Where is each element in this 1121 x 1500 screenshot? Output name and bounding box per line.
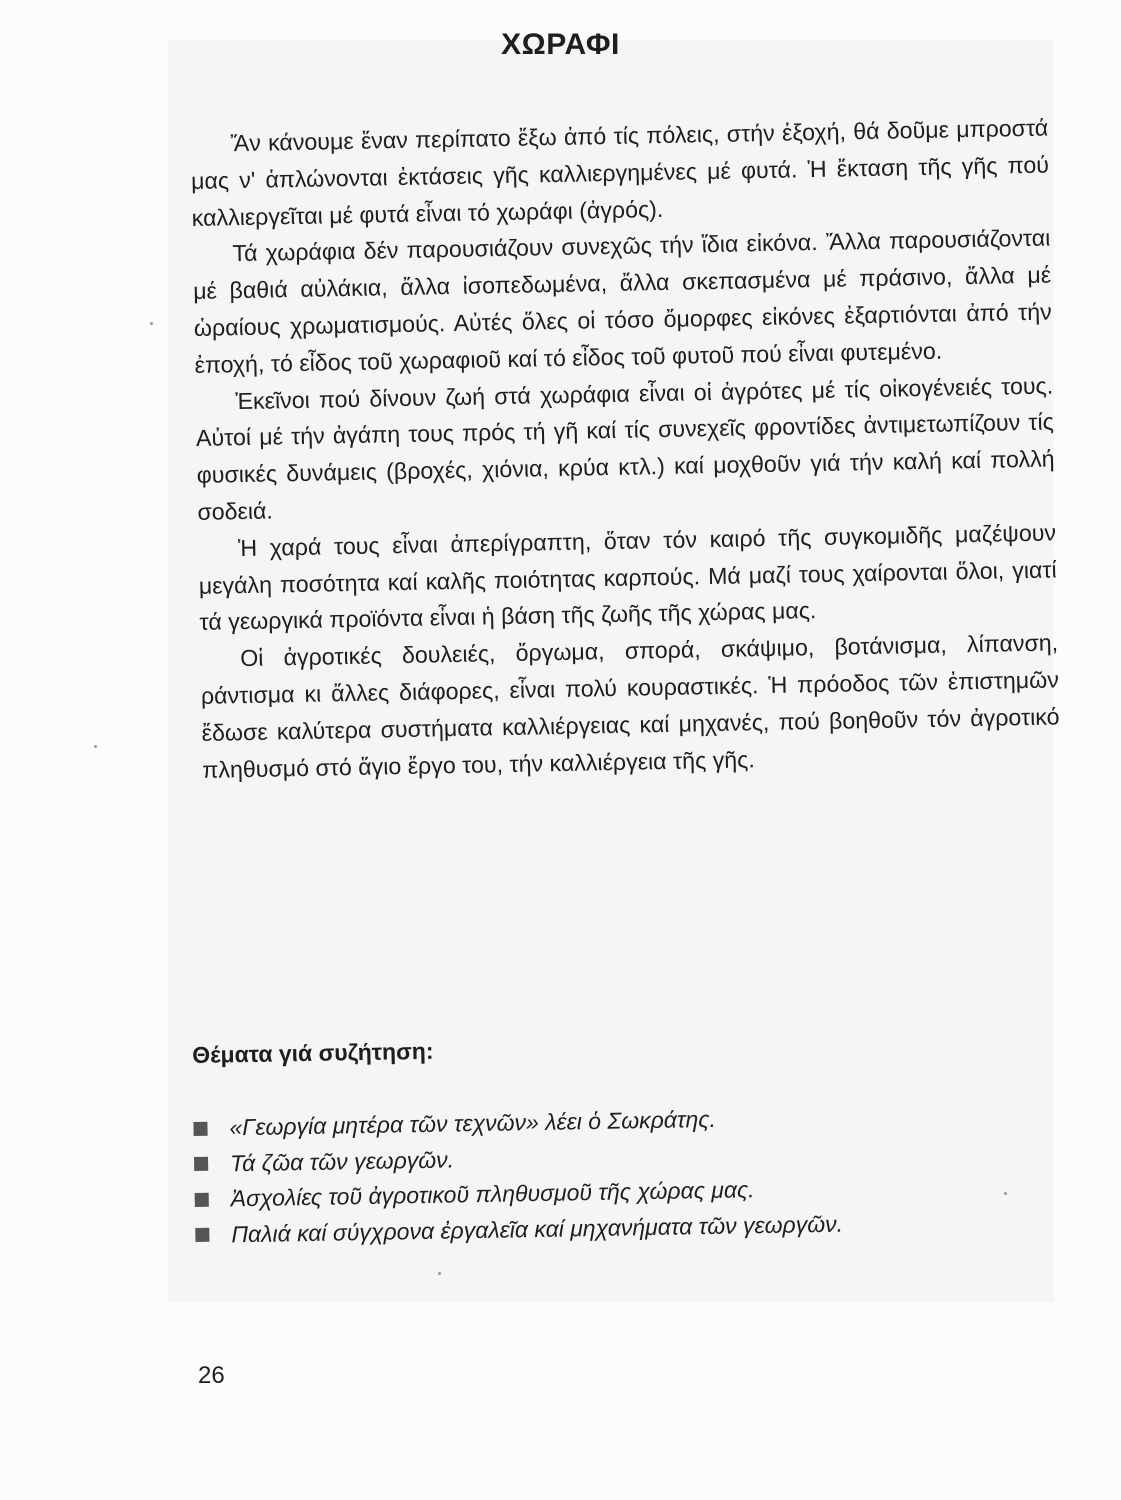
paragraph: Ἡ χαρά τους εἶναι ἀπερίγραπτη, ὅταν τόν καιρό τῆς συγκομιδῆς μαζέψουν μεγάλη ποσότητα καί καλῆς ποιότητας καρπούς. Μά μαζί τους χαίρονται ὅλοι, γιατί τά γεωργικά προϊόντα εἶναι ἡ βάση τῆς ζωῆς τῆς χώρας μας.	[198, 519, 1057, 636]
discussion-section	[192, 1027, 1056, 1253]
paragraph: Ἐκεῖνοι πού δίνουν ζωή στά χωράφια εἶναι οἱ ἀγρότες μέ τίς οἰκογένειές τους. Αὐτοί μέ τήν ἀγάπη τους πρός τή γῆ καί τίς συνεχεῖς φροντίδες ἀντιμετωπίζουν τίς φυσικές δυνάμεις (βροχές, χιόνια, κρύα κτλ.) καί μοχθοῦν γιά τήν καλή καί πολλή σοδειά.	[195, 372, 1055, 525]
topic-text: Ἀσχολίες τοῦ ἀγροτικοῦ πληθυσμοῦ τῆς χώρας μας.	[230, 1176, 755, 1212]
page-title: ΧΩΡΑΦΙ	[501, 28, 620, 61]
square-bullet-icon	[193, 1121, 207, 1135]
discussion-topics	[193, 1096, 1055, 1253]
scan-speck	[1004, 1192, 1007, 1195]
paragraph: Τά χωράφια δέν παρουσιάζουν συνεχῶς τήν ἴδια εἰκόνα. Ἄλλα παρουσιάζονται μέ βαθιά αὐλάκια, ἄλλα ἰσοπεδωμένα, ἄλλα σκεπασμένα μέ πράσινο, ἄλλα μέ ὡραίους χρωματισμούς. Αὐτές ὅλες οἱ τόσο ὄμορφες εἰκόνες ἐξαρτιόνται ἀπό τήν ἐποχή, τό εἶδος τοῦ χωραφιοῦ καί τό εἶδος τοῦ φυτοῦ πού εἶναι φυτεμένο.	[192, 224, 1052, 378]
topic-text: «Γεωργία μητέρα τῶν τεχνῶν» λέει ὁ Σωκράτης.	[229, 1105, 717, 1141]
square-bullet-icon	[195, 1192, 209, 1206]
square-bullet-icon	[195, 1228, 209, 1242]
scan-speck	[94, 745, 97, 748]
paragraph: Ἄν κάνουμε ἕναν περίπατο ἔξω ἀπό τίς πόλεις, στήν ἐξοχή, θά δοῦμε μπροστά μας ν' ἁπλώνονται ἐκτάσεις γῆς καλλιεργημένες μέ φυτά. Ἡ ἔκταση τῆς γῆς πού καλλιεργεῖται μέ φυτά εἶναι τό χωράφι (ἀγρός).	[190, 114, 1050, 231]
topic-text: Παλιά καί σύγχρονα ἐργαλεῖα καί μηχανήματα τῶν γεωργῶν.	[231, 1210, 844, 1247]
topic-text: Τά ζῶα τῶν γεωργῶν.	[229, 1145, 455, 1176]
discussion-heading: Θέματα γιά συζήτηση:	[192, 1037, 434, 1068]
scan-speck	[438, 1272, 441, 1275]
article-body	[190, 110, 1061, 789]
paragraph: Οἱ ἀγροτικές δουλειές, ὄργωμα, σπορά, σκάψιμο, βοτάνισμα, λίπανση, ράντισμα κι ἄλλες διάφορες, εἶναι πολύ κουραστικές. Ἡ πρόοδος τῶν ἐπιστημῶν ἔδωσε καλύτερα συστήματα καλλιέργειας καί μηχανές, πού βοηθοῦν τόν ἀγροτικό πληθυσμό στό ἅγιο ἔργο του, τήν καλλιέργεια τῆς γῆς.	[200, 629, 1060, 783]
scan-speck	[150, 322, 153, 325]
page-number: 26	[198, 1362, 225, 1389]
square-bullet-icon	[194, 1157, 208, 1171]
